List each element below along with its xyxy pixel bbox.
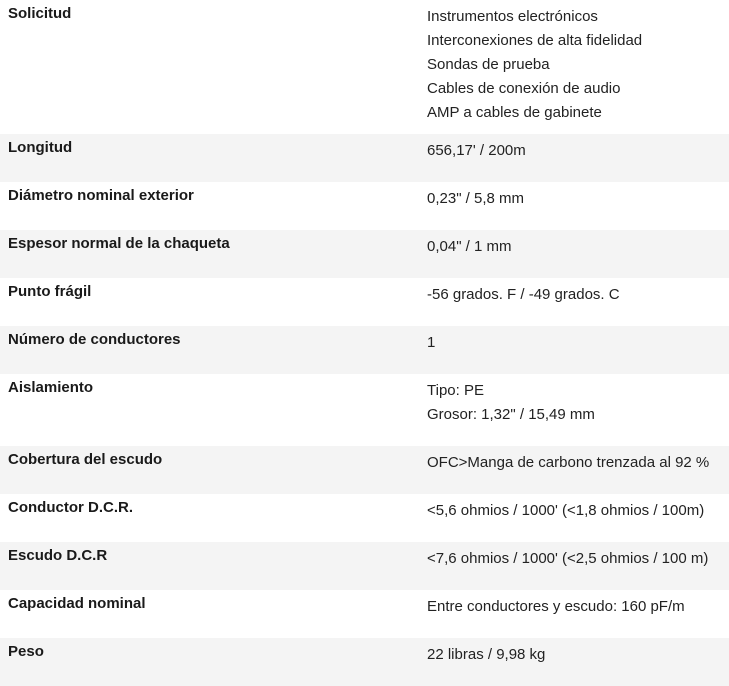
spec-label: Aislamiento [8,379,94,396]
spec-value [419,446,729,494]
spec-value-line: Instrumentos electrónicos [427,8,598,25]
spec-value-line: -56 grados. F / -49 grados. C [427,286,620,303]
spec-label: Número de conductores [0,326,419,374]
spec-value [419,542,729,590]
spec-value [419,230,729,278]
spec-value-line: 1 [427,334,436,351]
spec-label: Solicitud [8,5,72,22]
spec-value-line: Entre conductores y escudo: 160 pF/m [427,598,685,615]
spec-value-line: 0,04" / 1 mm [427,238,512,255]
spec-row-escudo-dcr [0,542,729,590]
spec-row-espesor [0,230,729,278]
spec-value-line: Cables de conexión de audio [427,80,621,97]
spec-row-solicitud [0,0,729,134]
spec-row-punto-fragil [0,278,729,326]
spec-value-line: Interconexiones de alta fidelidad [427,32,643,49]
spec-row-conductores [0,326,729,374]
spec-value-line: 22 libras / 9,98 kg [427,646,546,663]
spec-value [419,0,729,134]
spec-value [419,182,729,230]
spec-value-line: AMP a cables de gabinete [427,104,602,121]
spec-row-longitud [0,134,729,182]
spec-label: Punto frágil [8,283,92,300]
spec-value-line: Grosor: 1,32" / 15,49 mm [427,406,595,423]
spec-value [419,134,729,182]
spec-value [419,278,729,326]
spec-value-line: <7,6 ohmios / 1000' (<2,5 ohmios / 100 m) [427,550,709,567]
spec-label: Conductor D.C.R. [8,499,133,516]
spec-label: Espesor normal de la chaqueta [0,230,419,278]
spec-value [419,638,729,686]
spec-value-line: Tipo: PE [427,382,484,399]
spec-row-cobertura [0,446,729,494]
spec-row-aislamiento [0,374,729,446]
spec-value [419,494,729,542]
spec-value [419,374,729,446]
spec-row-conductor-dcr [0,494,729,542]
spec-row-capacidad [0,590,729,638]
spec-value-line: 656,17' / 200m [427,142,526,159]
spec-label: Diámetro nominal exterior [8,187,194,204]
spec-value [419,590,729,638]
spec-row-diametro [0,182,729,230]
spec-value-line: 0,23" / 5,8 mm [427,190,525,207]
spec-label: Peso [0,638,419,686]
spec-label: Escudo D.C.R [0,542,419,590]
spec-row-peso [0,638,729,686]
spec-value [419,326,729,374]
spec-value-line: OFC>Manga de carbono trenzada al 92 % [427,454,710,471]
spec-label: Capacidad nominal [8,595,146,612]
spec-label: Cobertura del escudo [0,446,419,494]
spec-value-line: Sondas de prueba [427,56,550,73]
spec-label: Longitud [0,134,419,182]
spec-value-line: <5,6 ohmios / 1000' (<1,8 ohmios / 100m) [427,502,705,519]
